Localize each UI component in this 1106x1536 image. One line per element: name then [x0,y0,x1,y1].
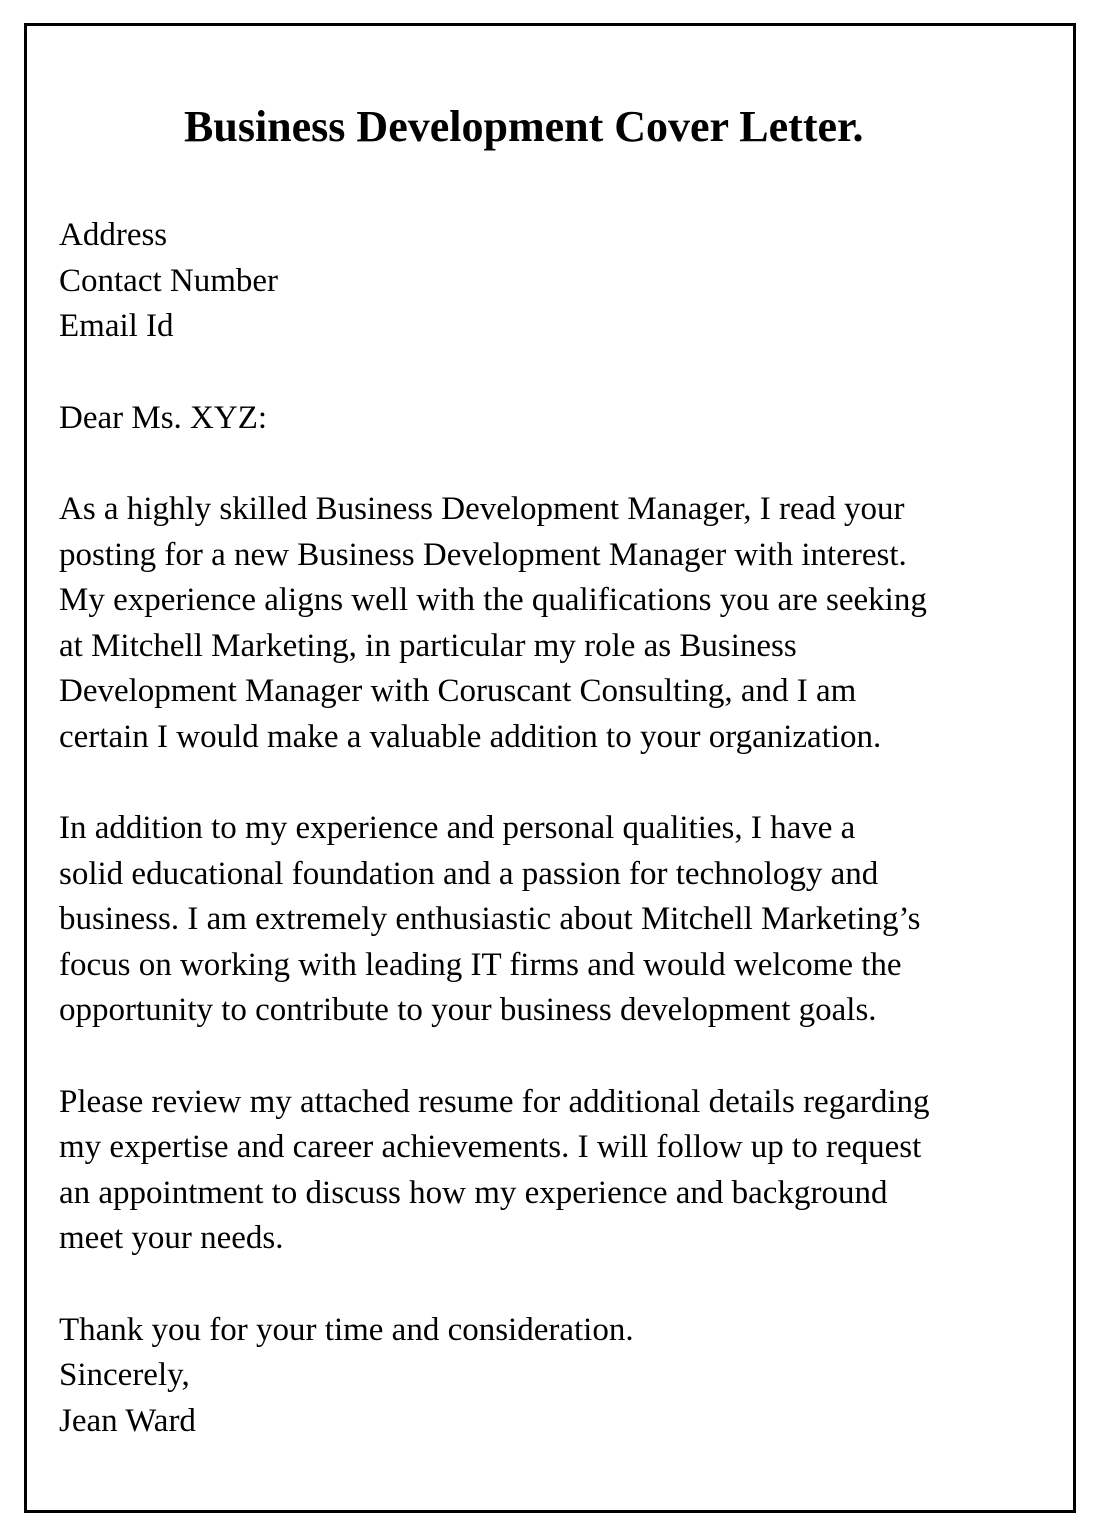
closing-thanks: Thank you for your time and consideration. [59,1311,634,1348]
sender-email: Email Id [59,308,174,344]
letter-title: Business Development Cover Letter. [184,102,864,151]
paragraph-line: meet your needs. [59,1220,284,1256]
salutation-text: Dear Ms. XYZ: [59,399,268,436]
closing [59,1308,1069,1445]
signature-name: Jean Ward [59,1402,196,1439]
sender-info [59,213,1069,350]
paragraph-line: Development Manager with Coruscant Consulting, and I am [59,673,857,709]
paragraph-line: an appointment to discuss how my experience and background [59,1174,888,1211]
paragraph-line: posting for a new Business Development Manager with interest. [59,536,907,573]
paragraph-line: My experience aligns well with the qualifications you are seeking [59,582,927,618]
closing-signoff: Sincerely, [59,1357,190,1393]
paragraph-line: solid educational foundation and a passion for technology and [59,855,879,892]
paragraph-line: certain I would make a valuable addition to your organization. [59,718,882,755]
salutation [59,396,1069,442]
paragraph-line: focus on working with leading IT firms and would welcome the [59,946,902,983]
paragraph-intro [59,487,1069,760]
sender-address: Address [59,217,168,253]
paragraph-line: my expertise and career achievements. I will follow up to request [59,1129,922,1165]
sender-contact: Contact Number [59,262,279,299]
paragraph-qualities [59,806,1069,1034]
paragraph-line: opportunity to contribute to your business development goals. [59,992,877,1028]
paragraph-followup [59,1080,1069,1262]
paragraph-line: business. I am extremely enthusiastic about Mitchell Marketing’s [59,901,921,937]
paragraph-line: In addition to my experience and personal qualities, I have a [59,810,856,846]
paragraph-line: Please review my attached resume for additional details regarding [59,1083,930,1120]
paragraph-line: at Mitchell Marketing, in particular my role as Business [59,627,797,664]
letter-body [59,100,1069,1490]
paragraph-line: As a highly skilled Business Development Manager, I read your [59,491,905,527]
